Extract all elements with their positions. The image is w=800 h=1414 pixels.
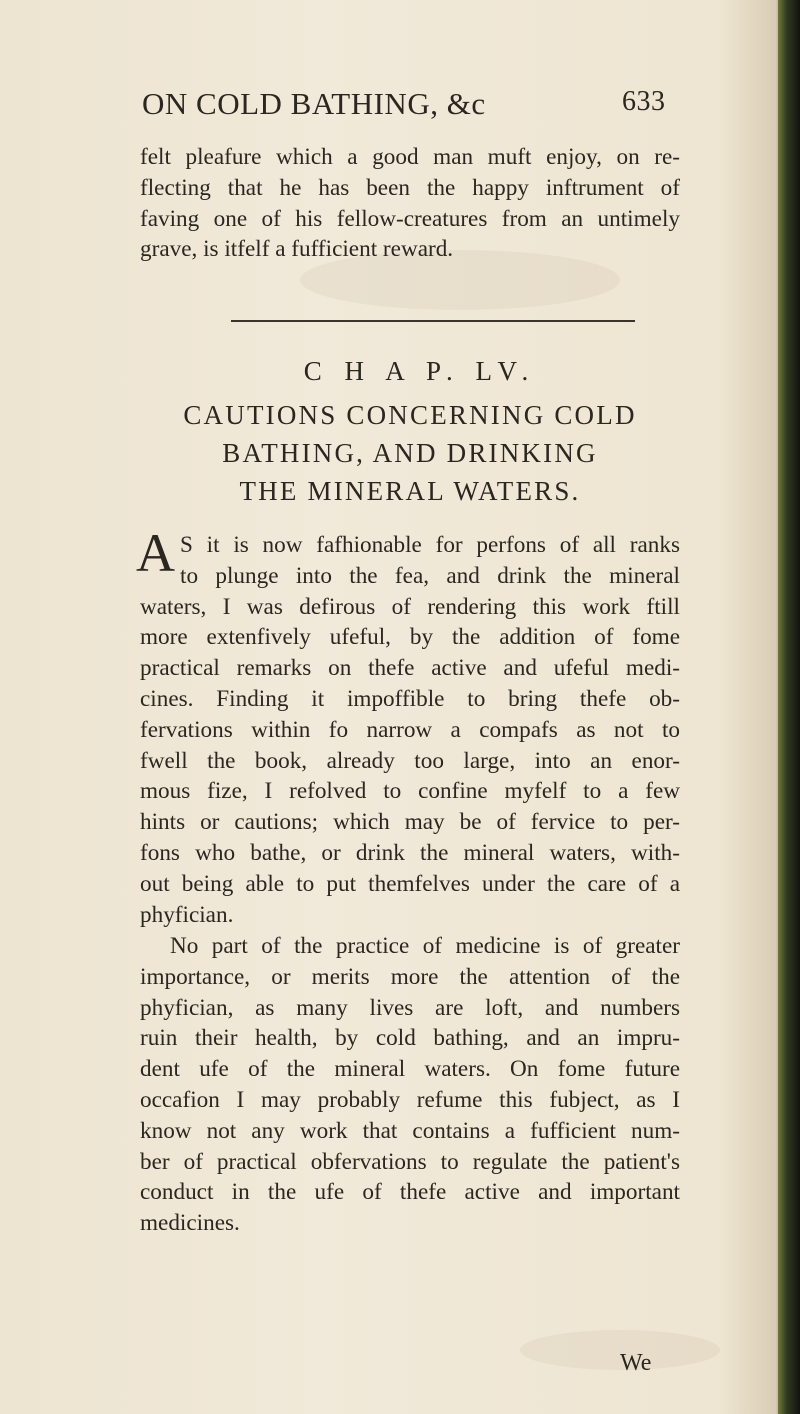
text-line: medicines. [140,1210,240,1237]
chapter-title-line: BATHING, AND DRINKING [222,438,598,468]
text-line: ber of practical obfervations to regulate the patient's [140,1148,680,1175]
page-number: 633 [622,86,666,117]
catchword: We [620,1350,652,1376]
chapter-divider-rule [231,320,635,322]
text-line: hints or cautions; which may be of fervice to per- [140,809,680,836]
text-line: fons who bathe, or drink the mineral waters, with- [140,839,680,866]
running-head [142,86,666,122]
running-head-title: ON COLD BATHING, &c [142,86,486,121]
book-binding-edge [778,0,800,1414]
text-line: importance, or merits more the attention of the [140,963,680,990]
text-line: fwell the book, already too large, into an enor- [140,747,680,774]
text-line: faving one of his fellow-creatures from an untimely [140,205,680,232]
text-line: conduct in the ufe of thefe active and important [140,1179,680,1206]
opening-paragraph [140,142,680,265]
text-line: grave, is itfelf a fufficient reward. [140,236,454,263]
text-line: practical remarks on thefe active and ufeful medi- [140,655,680,682]
text-line: waters, I was defirous of rendering this work ftill [140,593,680,620]
text-line: phyfician. [140,901,234,928]
text-line: phyfician, as many lives are loft, and numbers [140,994,680,1021]
text-line: dent ufe of the mineral waters. On fome future [140,1056,680,1083]
chapter-number: C H A P. LV. [303,356,537,386]
text-line: S it is now fafhionable for perfons of all ranks [180,532,680,558]
text-line: cines. Finding it impoffible to bring thefe ob- [140,685,680,712]
text-line: to plunge into the fea, and drink the mineral [180,562,680,589]
text-line: mous fize, I refolved to confine myfelf to a few [140,778,680,805]
text-line: fervations within fo narrow a compafs as not to [140,716,680,743]
text-line: flecting that he has been the happy inftrument of [140,174,680,201]
paragraph-1 [140,530,680,930]
text-line: No part of the practice of medicine is of greater [170,933,680,959]
text-line: felt pleafure which a good man muft enjoy, on re- [140,144,680,170]
text-line: occafion I may probably refume this fubject, as I [140,1086,680,1113]
text-line: know not any work that contains a fufficient num- [140,1117,680,1144]
drop-cap: A [136,523,175,583]
text-line: more extenfively ufeful, by the addition of fome [140,624,680,651]
text-line: out being able to put themfelves under the care of a [140,870,680,897]
chapter-title-line: THE MINERAL WATERS. [239,476,581,506]
paragraph-2 [140,931,680,1239]
chapter-title-line: CAUTIONS CONCERNING COLD [183,400,637,430]
text-line: ruin their health, by cold bathing, and an impru- [140,1025,680,1052]
